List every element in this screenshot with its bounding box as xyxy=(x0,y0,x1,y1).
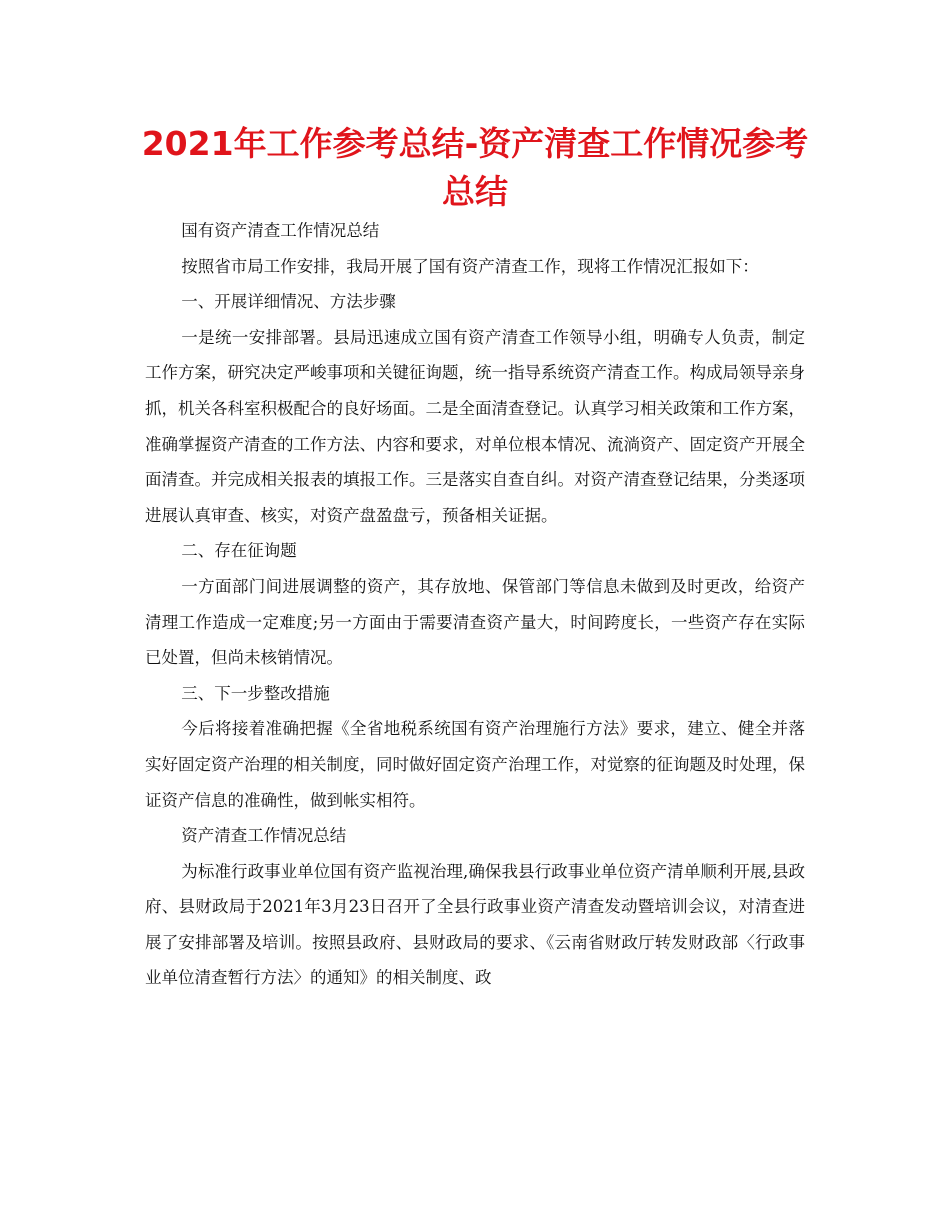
section-heading-3: 三、下一步整改措施 xyxy=(181,683,330,703)
paragraph-intro: 按照省市局工作安排，我局开展了国有资产清查工作，现将工作情况汇报如下： xyxy=(181,256,759,276)
document-body xyxy=(145,213,805,996)
paragraph-section-2: 一方面部门间进展调整的资产，其存放地、保管部门等信息未做到及时更改，给资产清理工作造成一定难度;另一方面由于需要清查资产量大，时间跨度长，一些资产存在实际已处置，但尚未核销情况。 xyxy=(145,576,805,668)
paragraph-section-1: 一是统一安排部署。县局迅速成立国有资产清查工作领导小组，明确专人负责，制定工作方案，研究决定严峻事项和关键征询题，统一指导系统资产清查工作。构成局领导亲身抓，机关各科室积极配合的良好场面。二是全面清查登记。认真学习相关政策和工作方案，准确掌握资产清查的工作方法、内容和要求，对单位根本情况、流淌资产、固定资产开展全面清查。并完成相关报表的填报工作。三是落实自查自纠。对资产清查登记结果，分类逐项进展认真审查、核实，对资产盘盈盘亏，预备相关证据。 xyxy=(145,327,805,525)
section-heading-2: 二、存在征询题 xyxy=(181,541,297,561)
document-title: 2021年工作参考总结-资产清查工作情况参考总结 xyxy=(141,124,809,211)
paragraph-second-summary: 为标准行政事业单位国有资产监视治理,确保我县行政事业单位资产清单顺利开展,县政府、县财政局于2021年3月23日召开了全县行政事业资产清查发动暨培训会议，对清查进展了安排部署及培训。按照县政府、县财政局的要求、《云南省财政厅转发财政部〈行政事业单位清查暂行方法〉的通知》的相关制度、政 xyxy=(145,861,805,988)
paragraph-section-3: 今后将接着准确把握《全省地税系统国有资产治理施行方法》要求，建立、健全并落实好固定资产治理的相关制度，同时做好固定资产治理工作，对觉察的征询题及时处理，保证资产信息的准确性，做到帐实相符。 xyxy=(145,719,805,810)
paragraph-subtitle-2: 资产清查工作情况总结 xyxy=(181,826,347,846)
paragraph-subtitle-1: 国有资产清查工作情况总结 xyxy=(181,221,380,240)
section-heading-1: 一、开展详细情况、方法步骤 xyxy=(181,292,396,312)
